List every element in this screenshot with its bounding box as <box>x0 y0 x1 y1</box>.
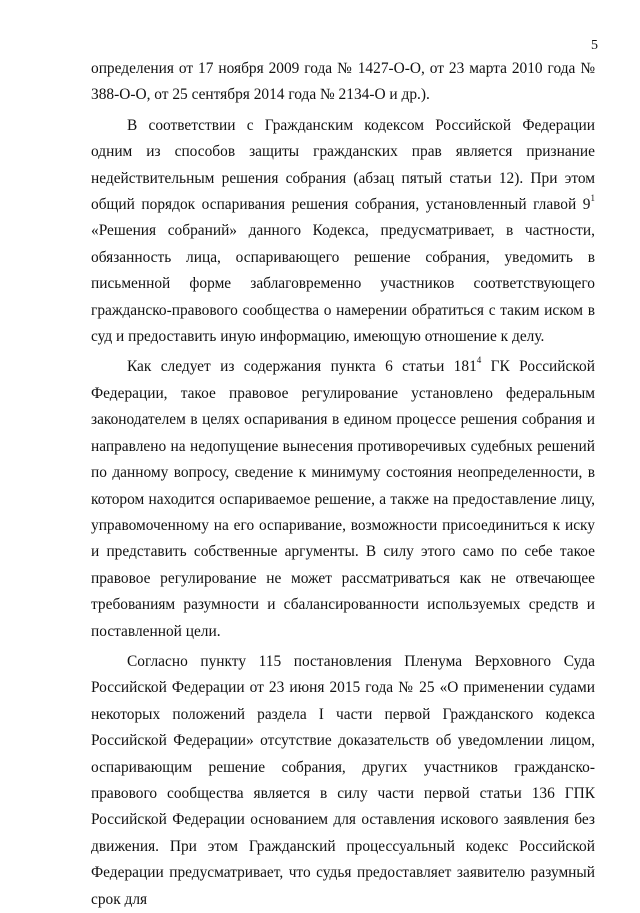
page-number: 5 <box>591 38 598 53</box>
paragraph-3-continuation: ГК Российской Федерации, такое правовое регулирование установлено федеральным законодателем в целях оспаривания в едином процессе решения собрания и направлено на недопущение вынесения противоречивых судебных решений по данному вопросу, сведение к минимуму состояния неопределенности, в котором находится оспариваемое решение, а также на предоставление лицу, управомоченному на его оспаривание, возможности присоединиться к иску и представить собственные аргументы. В силу этого само по себе такое правовое регулирование не может рассматриваться как не отвечающее требованиям разумности и сбалансированности используемых средств и поставленной цели. <box>91 358 595 640</box>
document-body <box>91 56 595 913</box>
paragraph-2-continuation: «Решения собраний» данного Кодекса, предусматривает, в частности, обязанность лица, оспаривающего решение собрания, уведомить в письменной форме заблаговременно участников соответствующего гражданско-правового сообщества о намерении обратиться с таким иском в суд и предоставить иную информацию, имеющую отношение к делу. <box>91 222 595 346</box>
superscript-chapter-number: 1 <box>590 192 595 203</box>
paragraph-1: определения от 17 ноября 2009 года № 1427-О-О, от 23 марта 2010 года № 388-О-О, от 25 сентября 2014 года № 2134-О и др.). <box>91 60 595 104</box>
paragraph-3 <box>91 354 595 644</box>
paragraph-4: Согласно пункту 115 постановления Пленума Верховного Суда Российской Федерации от 23 июня 2015 года № 25 «О применении судами некоторых положений раздела I части первой Гражданского кодекса Российской Федерации» отсутствие доказательств об уведомлении лицом, оспаривающим решение собрания, других участников гражданско-правового сообщества является в силу части первой статьи 136 ГПК Российской Федерации основанием для оставления искового заявления без движения. При этом Гражданский процессуальный кодекс Российской Федерации предусматривает, что судья предоставляет заявителю разумный срок для <box>91 652 595 908</box>
paragraph-3-text: Как следует из содержания пункта 6 статьи 181 <box>127 358 477 376</box>
paragraph-2 <box>91 113 595 351</box>
superscript-article-number: 4 <box>476 355 482 366</box>
paragraph-2-text: В соответствии с Гражданским кодексом Российской Федерации одним из способов защиты гражданских прав является признание недействительным решения собрания (абзац пятый статьи 12). При этом общий порядок оспаривания решения собрания, установленный главой 9 <box>91 116 595 214</box>
